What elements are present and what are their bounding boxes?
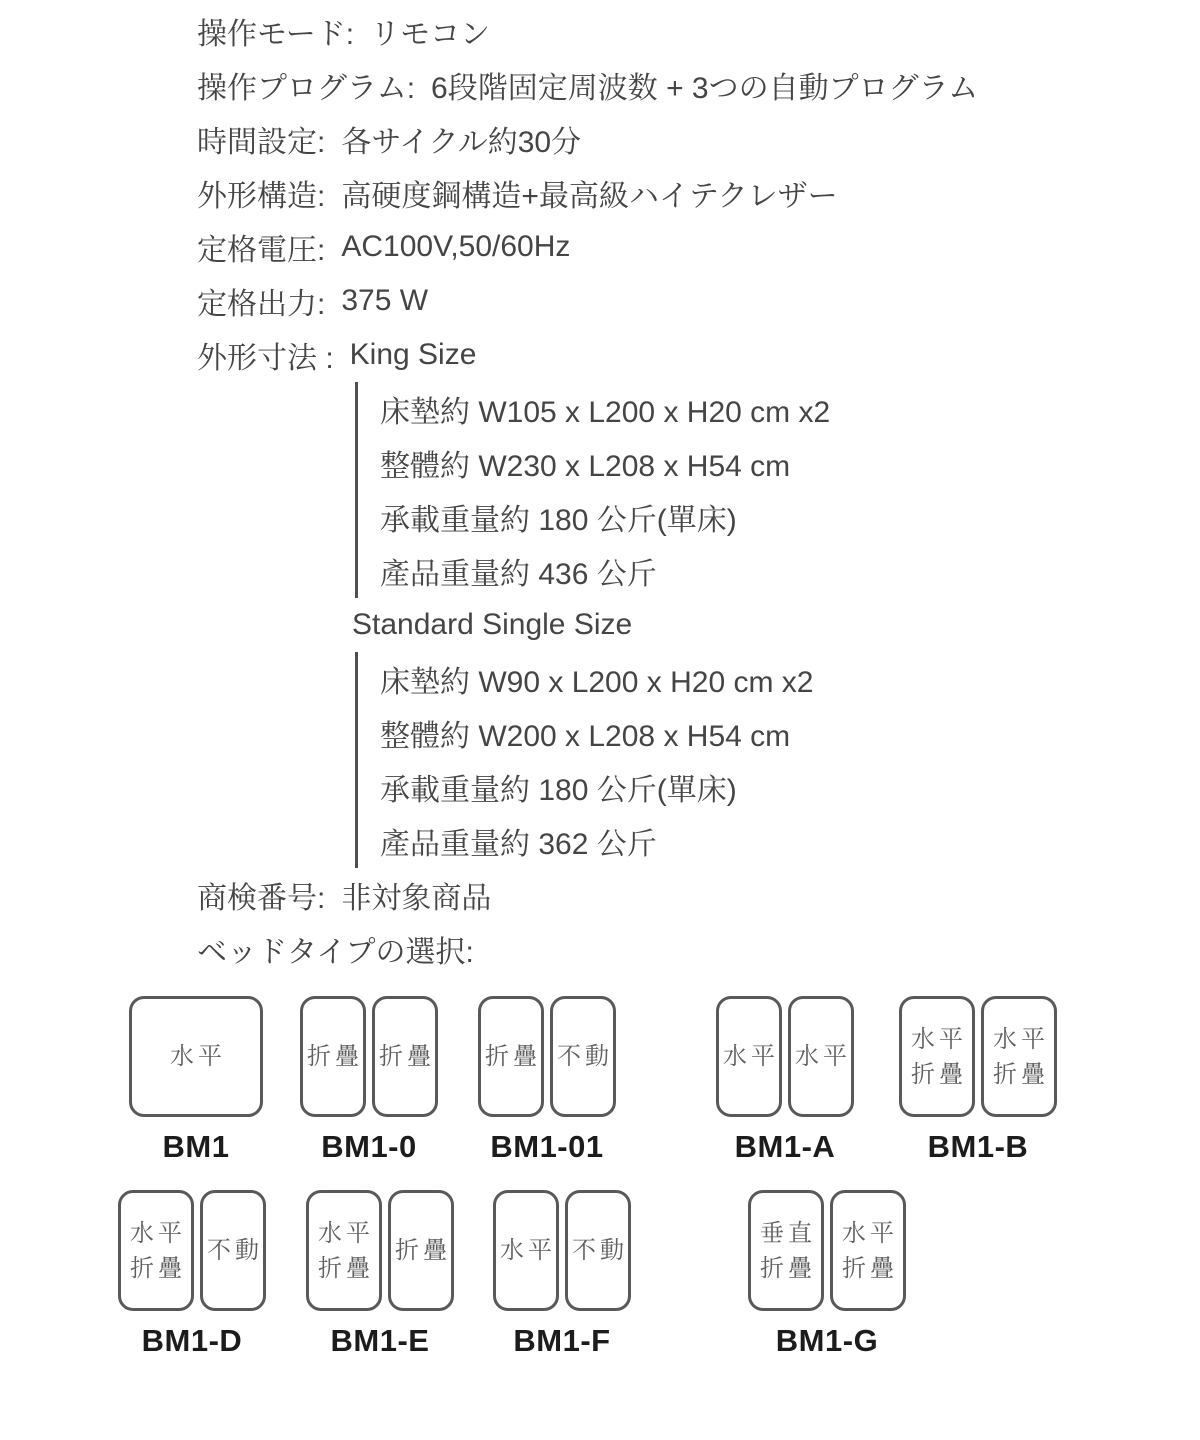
bed-model-name: BM1 <box>162 1129 230 1164</box>
bed-diagram <box>300 996 438 1117</box>
bed-segment-label: 水平 <box>795 1043 851 1070</box>
bed-segment-label: 折疊 <box>911 1060 967 1088</box>
single-size-detail-block <box>355 652 1200 868</box>
spec-value: 非対象商品 <box>341 882 492 915</box>
bed-segment-label: 水平 <box>318 1219 374 1247</box>
single-size-line: 整體約 W200 x L208 x H54 cm <box>380 720 791 753</box>
single-size-line: 承載重量約 180 公斤(單床) <box>380 774 737 807</box>
bed-model-name: BM1-0 <box>321 1129 417 1164</box>
bed-segment-label: 垂直 <box>760 1219 816 1247</box>
bed-segment-box <box>493 1190 559 1311</box>
king-size-detail-block <box>355 382 1200 598</box>
bed-segment-label: 水平 <box>723 1043 779 1070</box>
spec-value: 高硬度鋼構造+最高級ハイテクレザー <box>341 180 838 213</box>
bed-segment-label: 不動 <box>572 1237 628 1264</box>
bed-segment-label: 不動 <box>207 1237 263 1264</box>
spec-row-operation-program <box>197 58 1200 112</box>
bed-type-bm1-g[interactable] <box>748 1190 906 1359</box>
bed-diagram <box>306 1190 454 1311</box>
bed-segment-box <box>388 1190 454 1311</box>
bed-diagram <box>716 996 854 1117</box>
bed-segment-label: 折疊 <box>760 1254 816 1282</box>
bed-model-name: BM1-B <box>927 1129 1029 1164</box>
bed-model-name: BM1-D <box>141 1323 243 1358</box>
bed-diagram <box>493 1190 631 1311</box>
bed-segment-label: 水平 <box>842 1219 898 1247</box>
bed-segment-box <box>716 996 782 1117</box>
bed-diagram <box>899 996 1057 1117</box>
bed-segment-box <box>550 996 616 1117</box>
bed-segment-box <box>306 1190 382 1311</box>
single-size-title: Standard Single Size <box>352 608 633 641</box>
bed-segment-label: 不動 <box>557 1043 613 1070</box>
bed-model-name: BM1-G <box>775 1323 879 1358</box>
single-size-line: 床墊約 W90 x L200 x H20 cm x2 <box>380 666 814 699</box>
bed-segment-box <box>372 996 438 1117</box>
bed-segment-box <box>300 996 366 1117</box>
bed-model-name: BM1-F <box>513 1323 611 1358</box>
spec-row-rated-voltage <box>197 220 1200 274</box>
bed-type-bm1-01[interactable] <box>478 996 616 1165</box>
bed-model-name: BM1-E <box>330 1323 430 1358</box>
king-size-line: 產品重量約 436 公斤 <box>380 558 657 591</box>
spec-label: 操作プログラム: <box>197 72 416 105</box>
spec-label: 定格出力: <box>197 288 326 321</box>
bed-diagram <box>478 996 616 1117</box>
spec-value: 各サイクル約30分 <box>341 126 582 159</box>
bed-type-bm1-0[interactable] <box>300 996 438 1165</box>
bed-segment-box <box>899 996 975 1117</box>
spec-row-dimensions <box>197 328 1200 382</box>
bed-type-bm1-b[interactable] <box>899 996 1057 1165</box>
spec-row-timer-setting <box>197 112 1200 166</box>
spec-label: 操作モード: <box>197 18 355 51</box>
spec-value: AC100V,50/60Hz <box>341 230 571 263</box>
bed-segment-box <box>565 1190 631 1311</box>
bed-segment-label: 折疊 <box>130 1254 186 1282</box>
spec-row-inspection-number <box>197 868 1200 922</box>
spec-label: 商検番号: <box>197 882 326 915</box>
spec-row-rated-power <box>197 274 1200 328</box>
bed-segment-label: 折疊 <box>307 1043 363 1070</box>
spec-row-operation-mode <box>197 4 1200 58</box>
bed-segment-box <box>129 996 263 1117</box>
bed-segment-label: 水平 <box>993 1025 1049 1053</box>
spec-label: 定格電圧: <box>197 234 326 267</box>
bed-type-row-2 <box>0 1190 1200 1359</box>
bed-type-bm1-d[interactable] <box>118 1190 266 1359</box>
bed-segment-label: 折疊 <box>395 1237 451 1264</box>
spec-value: 6段階固定周波数 + 3つの自動プログラム <box>431 72 979 105</box>
bed-model-name: BM1-A <box>734 1129 836 1164</box>
bed-type-grid <box>0 996 1200 1359</box>
bed-type-selection-heading <box>197 922 1200 976</box>
bed-diagram <box>129 996 263 1117</box>
spec-row-structure <box>197 166 1200 220</box>
king-size-line: 承載重量約 180 公斤(單床) <box>380 504 737 537</box>
bed-diagram <box>118 1190 266 1311</box>
spec-value: King Size <box>349 338 477 371</box>
bed-segment-box <box>478 996 544 1117</box>
bed-segment-label: 折疊 <box>379 1043 435 1070</box>
spec-value: 375 W <box>341 284 429 317</box>
bed-segment-label: 折疊 <box>842 1254 898 1282</box>
bed-segment-box <box>118 1190 194 1311</box>
bed-segment-label: 折疊 <box>993 1060 1049 1088</box>
bed-type-row-1 <box>0 996 1200 1165</box>
bed-segment-label: 水平 <box>170 1043 226 1070</box>
bed-segment-label: 水平 <box>911 1025 967 1053</box>
king-size-line: 整體約 W230 x L208 x H54 cm <box>380 450 791 483</box>
bed-type-bm1[interactable] <box>129 996 263 1165</box>
spec-list <box>0 4 1200 382</box>
spec-label: 外形構造: <box>197 180 326 213</box>
single-size-line: 產品重量約 362 公斤 <box>380 828 657 861</box>
king-size-line: 床墊約 W105 x L200 x H20 cm x2 <box>380 396 831 429</box>
bed-segment-label: 水平 <box>130 1219 186 1247</box>
bed-segment-box <box>200 1190 266 1311</box>
spec-label: 時間設定: <box>197 126 326 159</box>
bed-segment-box <box>788 996 854 1117</box>
footer-spec-list <box>0 868 1200 976</box>
bed-segment-label: 折疊 <box>485 1043 541 1070</box>
spec-label: ベッドタイプの選択: <box>197 936 474 969</box>
spec-label: 外形寸法 : <box>197 342 334 375</box>
bed-segment-label: 折疊 <box>318 1254 374 1282</box>
bed-type-bm1-e[interactable] <box>306 1190 454 1359</box>
bed-diagram <box>748 1190 906 1311</box>
spec-value: リモコン <box>370 18 491 51</box>
bed-segment-label: 水平 <box>500 1237 556 1264</box>
bed-segment-box <box>748 1190 824 1311</box>
bed-type-bm1-a[interactable] <box>716 996 854 1165</box>
bed-segment-box <box>981 996 1057 1117</box>
bed-type-bm1-f[interactable] <box>493 1190 631 1359</box>
bed-segment-box <box>830 1190 906 1311</box>
bed-model-name: BM1-01 <box>490 1129 604 1164</box>
